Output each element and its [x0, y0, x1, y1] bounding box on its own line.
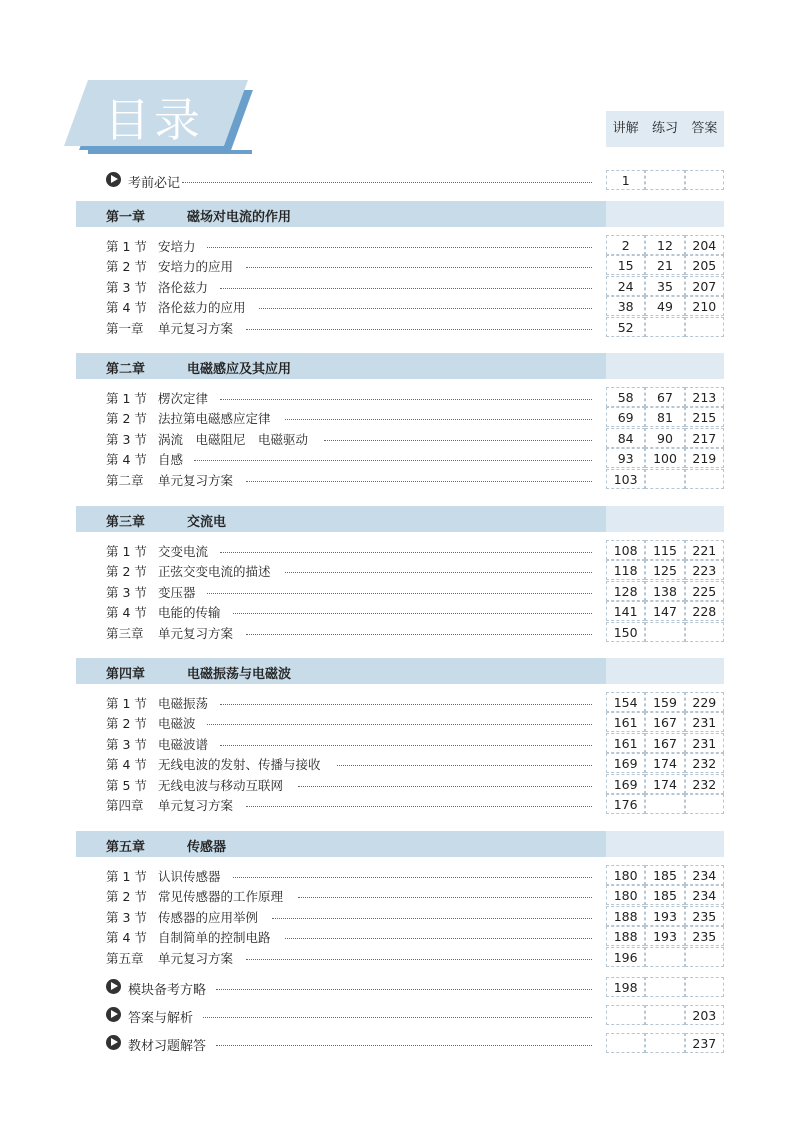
page-cell: 185: [645, 885, 684, 905]
page-cell: 81: [645, 407, 684, 427]
page-cell: 234: [685, 865, 724, 885]
page-cells: [606, 926, 724, 946]
leader-dots: [285, 572, 592, 573]
leader-dots: [272, 918, 592, 919]
page-cell: [685, 622, 724, 642]
page-cells: [606, 977, 724, 997]
toc-entry[interactable]: [86, 733, 726, 753]
page-cell: 221: [685, 540, 724, 560]
page-cell: 84: [606, 428, 645, 448]
page-cell: 196: [606, 947, 645, 967]
page-cells: [606, 601, 724, 621]
page-cell: 52: [606, 317, 645, 337]
page-cell: [685, 794, 724, 814]
page-cells: [606, 170, 724, 190]
chapter-number: 第四章: [106, 667, 146, 682]
toc-entry[interactable]: [86, 317, 726, 337]
section-title: 无线电波的发射、传播与接收: [158, 757, 321, 773]
toc-entry[interactable]: [86, 296, 726, 316]
leader-dots: [203, 1017, 592, 1018]
toc-entry[interactable]: [86, 906, 726, 926]
page-cell: 203: [685, 1005, 724, 1025]
section-title: 单元复习方案: [158, 625, 234, 641]
section-number: 第四章: [106, 798, 144, 813]
section-number: 第 2 节: [106, 716, 147, 732]
page-cell: 213: [685, 387, 724, 407]
leader-dots: [233, 613, 592, 614]
toc-entry[interactable]: [86, 469, 726, 489]
section-title: 单元复习方案: [158, 472, 234, 488]
toc-entry[interactable]: [86, 560, 726, 580]
page-cell: 223: [685, 560, 724, 580]
page-cell: 219: [685, 448, 724, 468]
leader-dots: [285, 419, 592, 420]
page-cells: [606, 469, 724, 489]
section-number: 第 4 节: [106, 605, 147, 621]
toc-entry[interactable]: [86, 428, 726, 448]
section-number: 第 3 节: [106, 909, 147, 925]
page-cells: [606, 733, 724, 753]
leader-dots: [216, 1045, 592, 1046]
page-cell: 235: [685, 906, 724, 926]
page-cell: 174: [645, 753, 684, 773]
page-cells: [606, 712, 724, 732]
page-cell: 210: [685, 296, 724, 316]
section-title: 洛伦兹力: [158, 279, 209, 295]
column-header-practice: 练习: [651, 121, 678, 136]
page-cells: [606, 560, 724, 580]
chapter-header[interactable]: [76, 201, 606, 227]
toc-entry[interactable]: [86, 255, 726, 275]
leader-dots: [246, 634, 592, 635]
section-number: 第 1 节: [106, 696, 147, 711]
leader-dots: [220, 704, 592, 705]
page-cell: 228: [685, 601, 724, 621]
chapter-header[interactable]: [76, 831, 606, 857]
leader-dots: [216, 989, 592, 990]
page-cell: 115: [645, 540, 684, 560]
toc-entry[interactable]: [86, 692, 726, 712]
leader-dots: [246, 806, 592, 807]
page-cell: 225: [685, 581, 724, 601]
section-title: 洛伦兹力的应用: [158, 300, 246, 316]
section-title: 楞次定律: [158, 391, 209, 406]
page-cell: [645, 170, 684, 190]
page-cell: 128: [606, 581, 645, 601]
page-cells: [606, 885, 724, 905]
chapter-number: 第二章: [106, 362, 146, 377]
section-title: 单元复习方案: [158, 950, 234, 966]
section-title: 安培力的应用: [158, 259, 234, 275]
page-cell: 1: [606, 170, 645, 190]
toc-entry[interactable]: [86, 947, 726, 967]
page-cells: [606, 906, 724, 926]
leader-dots: [259, 308, 592, 309]
page-cell: [685, 170, 724, 190]
leader-dots: [246, 959, 592, 960]
toc-entry[interactable]: [86, 753, 726, 773]
entry-label: 教材习题解答: [128, 1039, 207, 1054]
page-cells: [606, 622, 724, 642]
page-cell: [685, 317, 724, 337]
page-cell: 69: [606, 407, 645, 427]
toc-entry[interactable]: [86, 712, 726, 732]
page-cell: [685, 469, 724, 489]
page-title: 目录: [104, 93, 204, 147]
leader-dots: [182, 182, 592, 183]
section-number: 第 1 节: [106, 869, 147, 884]
section-title: 电能的传输: [158, 605, 221, 621]
toc-entry[interactable]: [86, 865, 726, 885]
play-arrow-icon: [106, 172, 121, 187]
page-cell: 205: [685, 255, 724, 275]
chapter-number: 第一章: [106, 210, 146, 225]
page-cell: 231: [685, 712, 724, 732]
page-cell: 150: [606, 622, 645, 642]
entry-label: 答案与解析: [128, 1011, 194, 1026]
play-arrow-icon: [106, 1007, 121, 1022]
page-cell: 125: [645, 560, 684, 580]
play-arrow-icon: [106, 979, 121, 994]
section-number: 第 3 节: [106, 584, 147, 600]
chapter-title: 电磁感应及其应用: [187, 362, 292, 377]
page-cell: 15: [606, 255, 645, 275]
section-title: 安培力: [158, 239, 196, 254]
page-cell: 161: [606, 733, 645, 753]
section-title: 涡流 电磁阻尼 电磁驱动: [158, 431, 309, 447]
page-cell: 204: [685, 235, 724, 255]
chapter-header[interactable]: [76, 658, 606, 684]
leader-dots: [233, 877, 592, 878]
toc-entry[interactable]: [86, 540, 726, 560]
page-cells: [606, 581, 724, 601]
page-cell: 38: [606, 296, 645, 316]
section-number: 第一章: [106, 320, 144, 336]
page-cell: [606, 1005, 645, 1025]
page-cell: 188: [606, 926, 645, 946]
page-cells: [606, 387, 724, 407]
page-cell: 100: [645, 448, 684, 468]
leader-dots: [298, 786, 592, 787]
section-number: 第 4 节: [106, 757, 147, 773]
page-cell: 234: [685, 885, 724, 905]
chapter-number: 第五章: [106, 840, 146, 855]
page-cells: [606, 1033, 724, 1053]
page-cell: [645, 1033, 684, 1053]
leader-dots: [246, 329, 592, 330]
leader-dots: [337, 765, 592, 766]
section-title: 电磁波: [158, 716, 196, 732]
toc-entry[interactable]: [86, 407, 726, 427]
leader-dots: [194, 460, 592, 461]
page-cell: 176: [606, 794, 645, 814]
section-number: 第 2 节: [106, 564, 147, 580]
section-title: 认识传感器: [158, 869, 221, 884]
page-cells: [606, 235, 724, 255]
chapter-title: 交流电: [187, 515, 227, 530]
section-title: 单元复习方案: [158, 320, 234, 336]
page-cells: [606, 692, 724, 712]
leader-dots: [207, 247, 592, 248]
chapter-header-cells: [606, 658, 724, 684]
page-cell: [645, 1005, 684, 1025]
toc-entry[interactable]: [86, 448, 726, 468]
page-cell: 215: [685, 407, 724, 427]
page-cell: 147: [645, 601, 684, 621]
page-cells: [606, 753, 724, 773]
page-cells: [606, 276, 724, 296]
page-cell: 169: [606, 774, 645, 794]
section-title: 电磁振荡: [158, 696, 209, 711]
page-cell: 167: [645, 712, 684, 732]
page-cells: [606, 407, 724, 427]
leader-dots: [207, 593, 592, 594]
chapter-title: 磁场对电流的作用: [187, 210, 292, 225]
page-cell: [645, 977, 684, 997]
section-number: 第 4 节: [106, 452, 147, 468]
chapter-number: 第三章: [106, 515, 146, 530]
leader-dots: [324, 440, 592, 441]
leader-dots: [220, 552, 592, 553]
page-cell: 159: [645, 692, 684, 712]
entry-label: 考前必记: [128, 176, 181, 191]
section-title: 交变电流: [158, 544, 209, 559]
leader-dots: [207, 724, 592, 725]
page-cell: 24: [606, 276, 645, 296]
section-title: 电磁波谱: [158, 736, 209, 752]
page-cell: [645, 469, 684, 489]
section-number: 第 1 节: [106, 239, 147, 254]
toc-entry-extra[interactable]: [86, 976, 726, 998]
section-title: 自感: [158, 452, 184, 468]
chapter-header-cells: [606, 831, 724, 857]
page-cell: 118: [606, 560, 645, 580]
leader-dots: [246, 481, 592, 482]
page-cell: 232: [685, 774, 724, 794]
toc-entry-extra[interactable]: [86, 1032, 726, 1054]
leader-dots: [298, 897, 592, 898]
page-cell: 237: [685, 1033, 724, 1053]
chapter-header-cells: [606, 201, 724, 227]
page-cell: 108: [606, 540, 645, 560]
toc-entry[interactable]: [86, 926, 726, 946]
leader-dots: [285, 938, 592, 939]
page-cell: 198: [606, 977, 645, 997]
section-title: 法拉第电磁感应定律: [158, 411, 271, 427]
section-number: 第 2 节: [106, 259, 147, 275]
section-title: 变压器: [158, 584, 196, 600]
section-title: 常见传感器的工作原理: [158, 889, 284, 905]
play-arrow-icon: [106, 1035, 121, 1050]
page-cell: [645, 622, 684, 642]
page-cells: [606, 317, 724, 337]
section-title: 单元复习方案: [158, 798, 234, 813]
section-number: 第 5 节: [106, 777, 147, 793]
page-cells: [606, 1005, 724, 1025]
chapter-title: 传感器: [187, 840, 227, 855]
section-number: 第 2 节: [106, 411, 147, 427]
toc-entry-pre[interactable]: [86, 169, 726, 191]
toc-entry-extra[interactable]: [86, 1004, 726, 1026]
toc-entry[interactable]: [86, 794, 726, 814]
page-cell: 193: [645, 906, 684, 926]
section-number: 第 2 节: [106, 889, 147, 905]
toc-entry[interactable]: [86, 622, 726, 642]
chapter-header[interactable]: [76, 353, 606, 379]
toc-entry[interactable]: [86, 774, 726, 794]
section-number: 第 1 节: [106, 391, 147, 406]
page-cell: 49: [645, 296, 684, 316]
page-cell: 174: [645, 774, 684, 794]
leader-dots: [220, 399, 592, 400]
page-cell: 2: [606, 235, 645, 255]
page-cell: 154: [606, 692, 645, 712]
section-number: 第 4 节: [106, 300, 147, 316]
page-cells: [606, 774, 724, 794]
page-cells: [606, 947, 724, 967]
leader-dots: [246, 267, 592, 268]
page-cell: 217: [685, 428, 724, 448]
column-header-answer: 答案: [691, 121, 718, 136]
page-cell: 161: [606, 712, 645, 732]
page-cell: 21: [645, 255, 684, 275]
section-number: 第 3 节: [106, 279, 147, 295]
toc-entry[interactable]: [86, 235, 726, 255]
page-cell: [685, 947, 724, 967]
section-title: 正弦交变电流的描述: [158, 564, 271, 580]
page-cell: [645, 317, 684, 337]
page-cell: 169: [606, 753, 645, 773]
chapter-header[interactable]: [76, 506, 606, 532]
page-cells: [606, 296, 724, 316]
page-cell: 231: [685, 733, 724, 753]
page-cell: 232: [685, 753, 724, 773]
page-cell: 93: [606, 448, 645, 468]
page-cells: [606, 428, 724, 448]
page-cell: 58: [606, 387, 645, 407]
page-cell: 90: [645, 428, 684, 448]
section-number: 第 3 节: [106, 736, 147, 752]
column-header-lecture: 讲解: [612, 121, 639, 136]
page-cell: 180: [606, 885, 645, 905]
toc-entry[interactable]: [86, 885, 726, 905]
page-cell: [606, 1033, 645, 1053]
page-cell: [645, 794, 684, 814]
page-cell: 207: [685, 276, 724, 296]
section-number: 第二章: [106, 472, 144, 488]
page-cells: [606, 794, 724, 814]
page-cell: 229: [685, 692, 724, 712]
page-cell: 167: [645, 733, 684, 753]
page-cell: 188: [606, 906, 645, 926]
page-cell: 180: [606, 865, 645, 885]
chapter-header-cells: [606, 353, 724, 379]
toc-entry[interactable]: [86, 601, 726, 621]
toc-entry[interactable]: [86, 581, 726, 601]
section-title: 无线电波与移动互联网: [158, 777, 284, 793]
page-cell: 35: [645, 276, 684, 296]
page-cell: 235: [685, 926, 724, 946]
chapter-header-cells: [606, 506, 724, 532]
page-cell: 193: [645, 926, 684, 946]
leader-dots: [220, 745, 592, 746]
page-cells: [606, 540, 724, 560]
page-cell: 67: [645, 387, 684, 407]
section-title: 自制简单的控制电路: [158, 930, 271, 946]
section-title: 传感器的应用举例: [158, 909, 259, 925]
section-number: 第 4 节: [106, 930, 147, 946]
toc-entry[interactable]: [86, 387, 726, 407]
page-cell: 103: [606, 469, 645, 489]
page-cell: 185: [645, 865, 684, 885]
page-cell: 141: [606, 601, 645, 621]
leader-dots: [220, 288, 592, 289]
page-cell: 12: [645, 235, 684, 255]
section-number: 第 3 节: [106, 431, 147, 447]
title-underline: [88, 150, 252, 154]
section-number: 第五章: [106, 950, 144, 966]
page-cell: 138: [645, 581, 684, 601]
page-cells: [606, 255, 724, 275]
page-cell: [685, 977, 724, 997]
page-cells: [606, 448, 724, 468]
page-cell: [645, 947, 684, 967]
section-number: 第 1 节: [106, 544, 147, 559]
section-number: 第三章: [106, 625, 144, 641]
toc-entry[interactable]: [86, 276, 726, 296]
column-headers: [606, 111, 724, 147]
page-cells: [606, 865, 724, 885]
chapter-title: 电磁振荡与电磁波: [187, 667, 292, 682]
entry-label: 模块备考方略: [128, 983, 207, 998]
